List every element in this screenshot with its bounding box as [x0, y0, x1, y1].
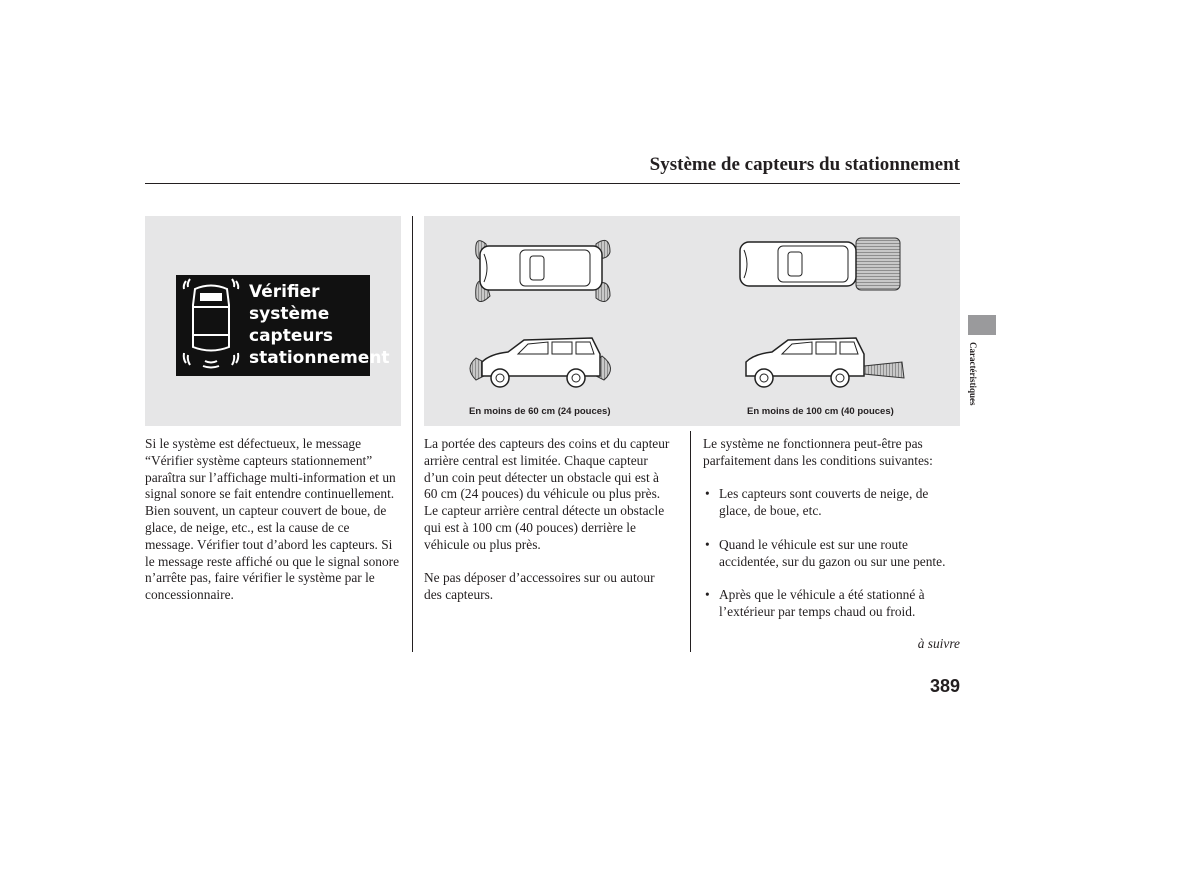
chapter-tab-marker [968, 315, 996, 335]
page-title: Système de capteurs du stationnement [649, 154, 960, 175]
figure-caption-right: En moins de 100 cm (40 pouces) [747, 406, 894, 417]
column-divider-2 [690, 431, 691, 652]
multi-information-display [176, 275, 390, 376]
display-line-4: stationnement [249, 348, 390, 368]
bullet-icon: • [705, 536, 710, 552]
column-2-paragraph-2: Ne pas déposer d’accessoires sur ou autour des capteurs. [424, 570, 655, 603]
rear-sensor-top-view [740, 238, 900, 290]
header-rule [145, 183, 960, 184]
bullet-icon: • [705, 587, 710, 603]
car-sensor-icon [180, 275, 242, 376]
column-1-paragraph: Si le système est défectueux, le message “Vérifier système capteurs stationnement” paraîtra sur l’affichage multi-information et un signal sonore se fait entendre continuellement. Bien souvent, un capteur couvert de boue, de glace, de neige, etc., est la cause de ce message. Vérifier tout d’abord les capteurs. Si le message reste affiché ou que le signal sonore n’arrête pas, faire vérifier le système par le concessionnaire. [145, 436, 400, 603]
condition-item: • Après que le véhicule a été stationné à l’extérieur par temps chaud ou froid. [705, 587, 925, 619]
display-line-1: Vérifier [249, 282, 320, 302]
sensor-range-diagram [424, 216, 960, 406]
bullet-icon: • [705, 486, 710, 502]
column-1 [145, 436, 401, 604]
condition-item: • Quand le véhicule est sur une route accidentée, sur du gazon ou sur une pente. [705, 536, 946, 569]
column-3 [703, 436, 960, 621]
display-line-3: capteurs [249, 326, 333, 346]
corner-sensor-side-view [470, 338, 611, 387]
continued-note: à suivre [917, 636, 960, 651]
corner-sensor-top-view [476, 240, 610, 301]
rear-sensor-side-view [746, 338, 904, 387]
display-line-2: système [249, 304, 330, 324]
column-3-intro: Le système ne fonctionnera peut-être pas parfaitement dans les conditions suivantes: [703, 436, 933, 468]
chapter-tab-label: Caractéristiques [968, 342, 978, 406]
column-2-paragraph-1: La portée des capteurs des coins et du capteur arrière central est limitée. Chaque capteur d’un coin peut détecter un obstacle qui est à 60 cm (24 pouces) du véhicule ou plus près. Le capteur arrière central détecte un obstacle qui est à 100 cm (40 pouces) derrière le véhicule ou plus près. [424, 436, 670, 552]
figure-caption-left: En moins de 60 cm (24 pouces) [469, 406, 611, 417]
page-number: 389 [929, 676, 960, 696]
column-2 [424, 436, 674, 604]
condition-item: • Les capteurs sont couverts de neige, de glace, de boue, etc. [705, 486, 929, 519]
column-divider-1 [412, 216, 413, 652]
